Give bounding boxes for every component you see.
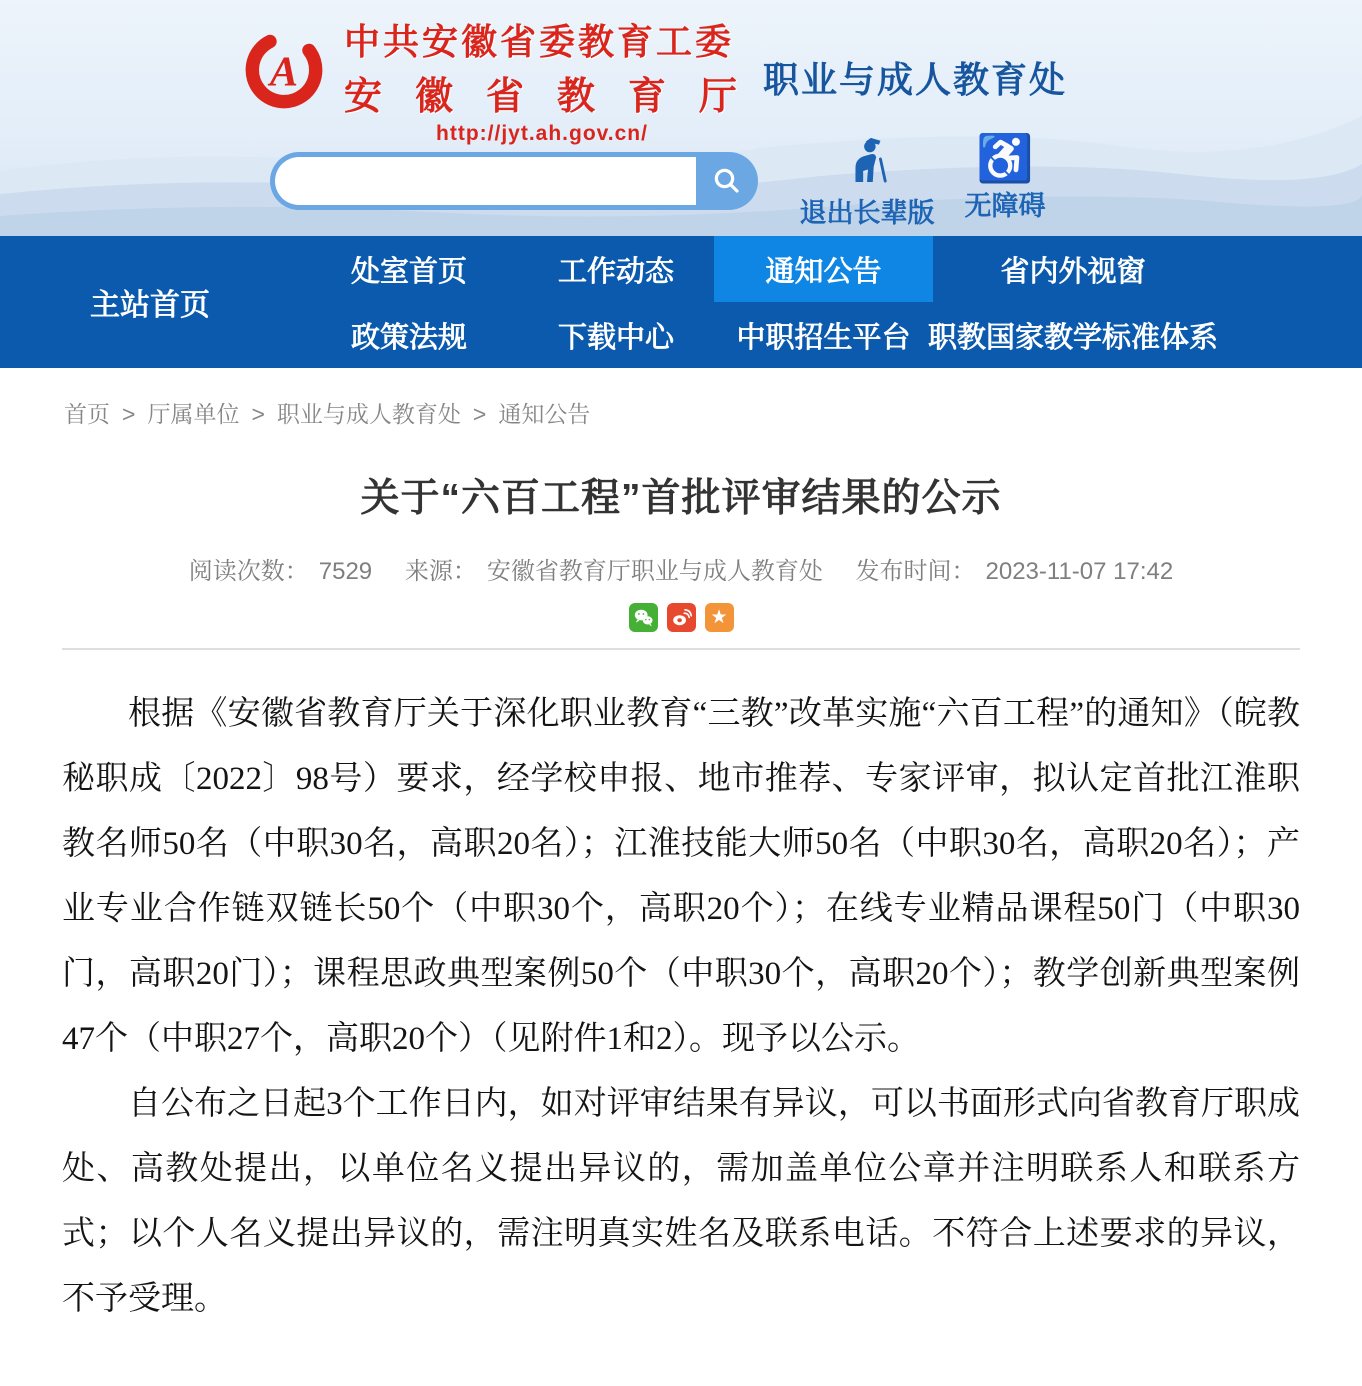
source-value: 安徽省教育厅职业与成人教育处	[486, 558, 823, 585]
accessibility-button[interactable]	[950, 134, 1060, 223]
views-count: 7529	[318, 558, 373, 585]
views-label: 阅读次数：	[188, 558, 309, 585]
nav-item-work-news[interactable]: 工作动态	[557, 255, 674, 288]
article-paragraph: 根据《安徽省教育厅关于深化职业教育“三教”改革实施“六百工程”的通知》（皖教秘职成〔2022〕98号）要求，经学校申报、地市推荐、专家评审，拟认定首批江淮职教名师50名（中职30名，高职20名）；江淮技能大师50名（中职30名，高职20名）；产业专业合作链双链长50个（中职30个，高职20个）；在线专业精品课程50门（中职30门，高职20门）；课程思政典型案例50个（中职30个，高职20个）；教学创新典型案例47个（中职27个，高职20个）（见附件1和2）。现予以公示。	[62, 696, 1300, 1057]
svg-text:A: A	[269, 48, 299, 96]
nav-item-main-site[interactable]: 主站首页	[90, 289, 210, 322]
nav-item-office-home[interactable]: 处室首页	[350, 255, 467, 288]
star-icon: ★	[710, 607, 728, 628]
nav-item-teaching-standards[interactable]: 职教国家教学标准体系	[928, 321, 1219, 354]
breadcrumb-units[interactable]: 厅属单位	[147, 401, 240, 427]
breadcrumb	[64, 396, 1362, 429]
publish-time-label: 发布时间：	[855, 558, 976, 585]
nav-item-enroll-platform[interactable]: 中职招生平台	[736, 321, 911, 354]
article-meta	[0, 551, 1362, 586]
search-icon	[712, 166, 742, 196]
wechat-icon	[633, 607, 654, 628]
source-label: 来源：	[404, 558, 477, 585]
search-input[interactable]	[275, 157, 696, 205]
breadcrumb-home[interactable]: 首页	[64, 401, 110, 427]
breadcrumb-separator: >	[472, 401, 487, 427]
share-weibo-button[interactable]	[667, 603, 696, 632]
publish-time-value: 2023-11-07 17:42	[985, 558, 1174, 585]
share-wechat-button[interactable]	[629, 603, 658, 632]
search-bar	[270, 152, 758, 210]
breadcrumb-separator: >	[122, 401, 136, 427]
exit-elder-mode-label: 退出长辈版	[799, 198, 935, 228]
breadcrumb-department[interactable]: 职业与成人教育处	[276, 401, 461, 427]
weibo-icon	[671, 607, 692, 628]
content-divider	[62, 648, 1300, 650]
search-button[interactable]	[696, 152, 758, 210]
nav-grid	[300, 236, 1219, 368]
wheelchair-icon: ♿	[976, 132, 1034, 184]
exit-elder-mode-button[interactable]	[793, 134, 941, 230]
share-row	[0, 603, 1362, 632]
site-header	[0, 0, 1362, 236]
breadcrumb-separator: >	[251, 401, 265, 427]
org-line2: 安徽省教育厅	[344, 76, 771, 118]
nav-item-policies[interactable]: 政策法规	[350, 321, 467, 354]
site-logo-block	[236, 14, 771, 146]
article-paragraph: 自公布之日起3个工作日内，如对评审结果有异议，可以书面形式向省教育厅职成处、高教处提出，以单位名义提出异议的，需加盖单位公章并注明联系人和联系方式；以个人名义提出异议的，需注明真实姓名及联系电话。不符合上述要求的异议，不予受理。	[62, 1086, 1300, 1317]
nav-item-notices[interactable]: 通知公告	[714, 236, 933, 302]
nav-item-province-windows[interactable]: 省内外视窗	[1000, 255, 1146, 288]
department-title: 职业与成人教育处	[763, 59, 1068, 100]
nav-item-download-center[interactable]: 下载中心	[557, 321, 674, 354]
org-name-block	[344, 14, 771, 146]
org-url[interactable]: http://jyt.ah.gov.cn/	[436, 122, 648, 145]
breadcrumb-current: 通知公告	[498, 401, 591, 427]
org-line1: 中共安徽省委教育工委	[344, 21, 735, 62]
page-title: 关于“六百工程”首批评审结果的公示	[360, 477, 1002, 520]
article-body	[62, 682, 1300, 1332]
anhui-education-logo-icon	[236, 20, 332, 116]
main-navigation	[0, 236, 1362, 368]
share-favorite-button[interactable]	[705, 603, 734, 632]
accessibility-label: 无障碍	[964, 191, 1046, 221]
elder-person-icon	[843, 134, 891, 184]
